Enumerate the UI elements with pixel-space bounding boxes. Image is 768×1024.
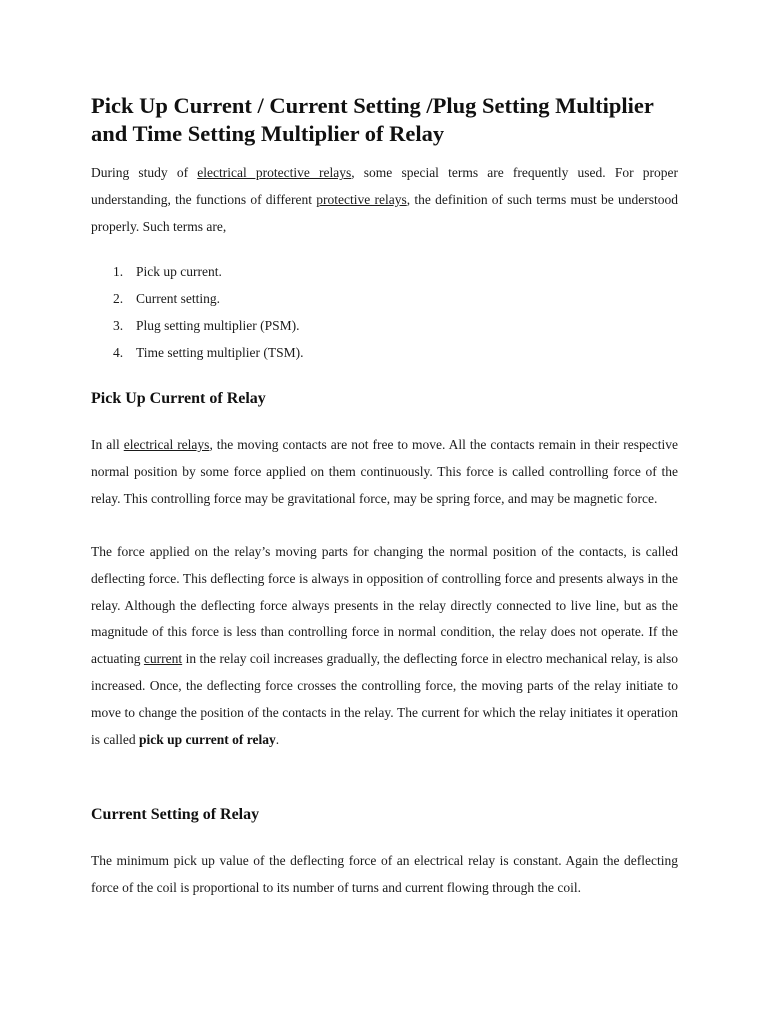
paragraph-text: in the relay coil increases gradually, the deflecting force in electro mechanical relay, is also increased. Once, the deflecting force crosses the controlling force, the moving parts of the relay initiate to move to change the position of the contacts in the relay. The current for which the relay initiates it operation is called [91, 651, 678, 747]
section-heading-current-setting: Current Setting of Relay [91, 806, 260, 823]
paragraph-text: , the moving contacts are not free to move. All the contacts remain in their respective normal position by some force applied on them continuously. This force is called controlling force of the relay. This controlling force may be gravitational force, may be spring force, and may be magnetic force. [91, 437, 678, 506]
intro-text-2: , some special terms are frequently used. For proper understanding, the functions of different [91, 165, 678, 207]
paragraph-deflecting-force [91, 539, 678, 753]
list-item-text: Current setting. [136, 291, 220, 306]
paragraph-text: The force applied on the relay’s moving parts for changing the normal position of the contacts, is called deflecting force. This deflecting force is always in opposition of controlling force and presents always in the relay. Although the deflecting force always presents in the relay directly connected to live line, but as the magnitude of this force is less than controlling force in normal condition, the relay does not operate. If the actuating [91, 544, 678, 667]
list-item-text: Plug setting multiplier (PSM). [136, 318, 300, 333]
list-item-number: 2. [113, 291, 124, 306]
list-item [91, 312, 591, 339]
intro-text-1: During study of [91, 165, 198, 180]
intro-paragraph [91, 160, 678, 240]
list-item [91, 285, 591, 312]
list-item [91, 258, 591, 285]
article-title: Pick Up Current / Current Setting /Plug Setting Multiplier and Time Setting Multiplier of Relay [91, 93, 654, 146]
list-item-number: 4. [113, 345, 124, 360]
terms-list [91, 258, 591, 366]
link-protective-relays[interactable]: protective relays [316, 191, 407, 207]
paragraph-current-setting: The minimum pick up value of the deflecting force of an electrical relay is constant. Again the deflecting force of the coil is proportional to its number of turns and current flowing through the coil. [91, 853, 678, 895]
intro-text-3: , the definition of such terms must be understood properly. Such terms are, [91, 191, 678, 234]
list-item [91, 339, 591, 366]
list-item-number: 3. [113, 318, 124, 333]
list-item-text: Time setting multiplier (TSM). [136, 345, 304, 360]
link-current[interactable]: current [143, 651, 183, 667]
link-electrical-relays[interactable]: electrical relays [123, 437, 210, 452]
paragraph-text: In all [91, 437, 124, 452]
list-item-number: 1. [113, 264, 124, 279]
paragraph-text: . [275, 731, 280, 747]
bold-term-pick-up-current: pick up current of relay [138, 731, 276, 747]
section-heading-pick-up-current: Pick Up Current of Relay [91, 390, 266, 407]
link-electrical-protective-relays[interactable]: electrical protective relays [197, 165, 352, 180]
paragraph-controlling-force [91, 432, 678, 512]
list-item-text: Pick up current. [136, 264, 222, 279]
